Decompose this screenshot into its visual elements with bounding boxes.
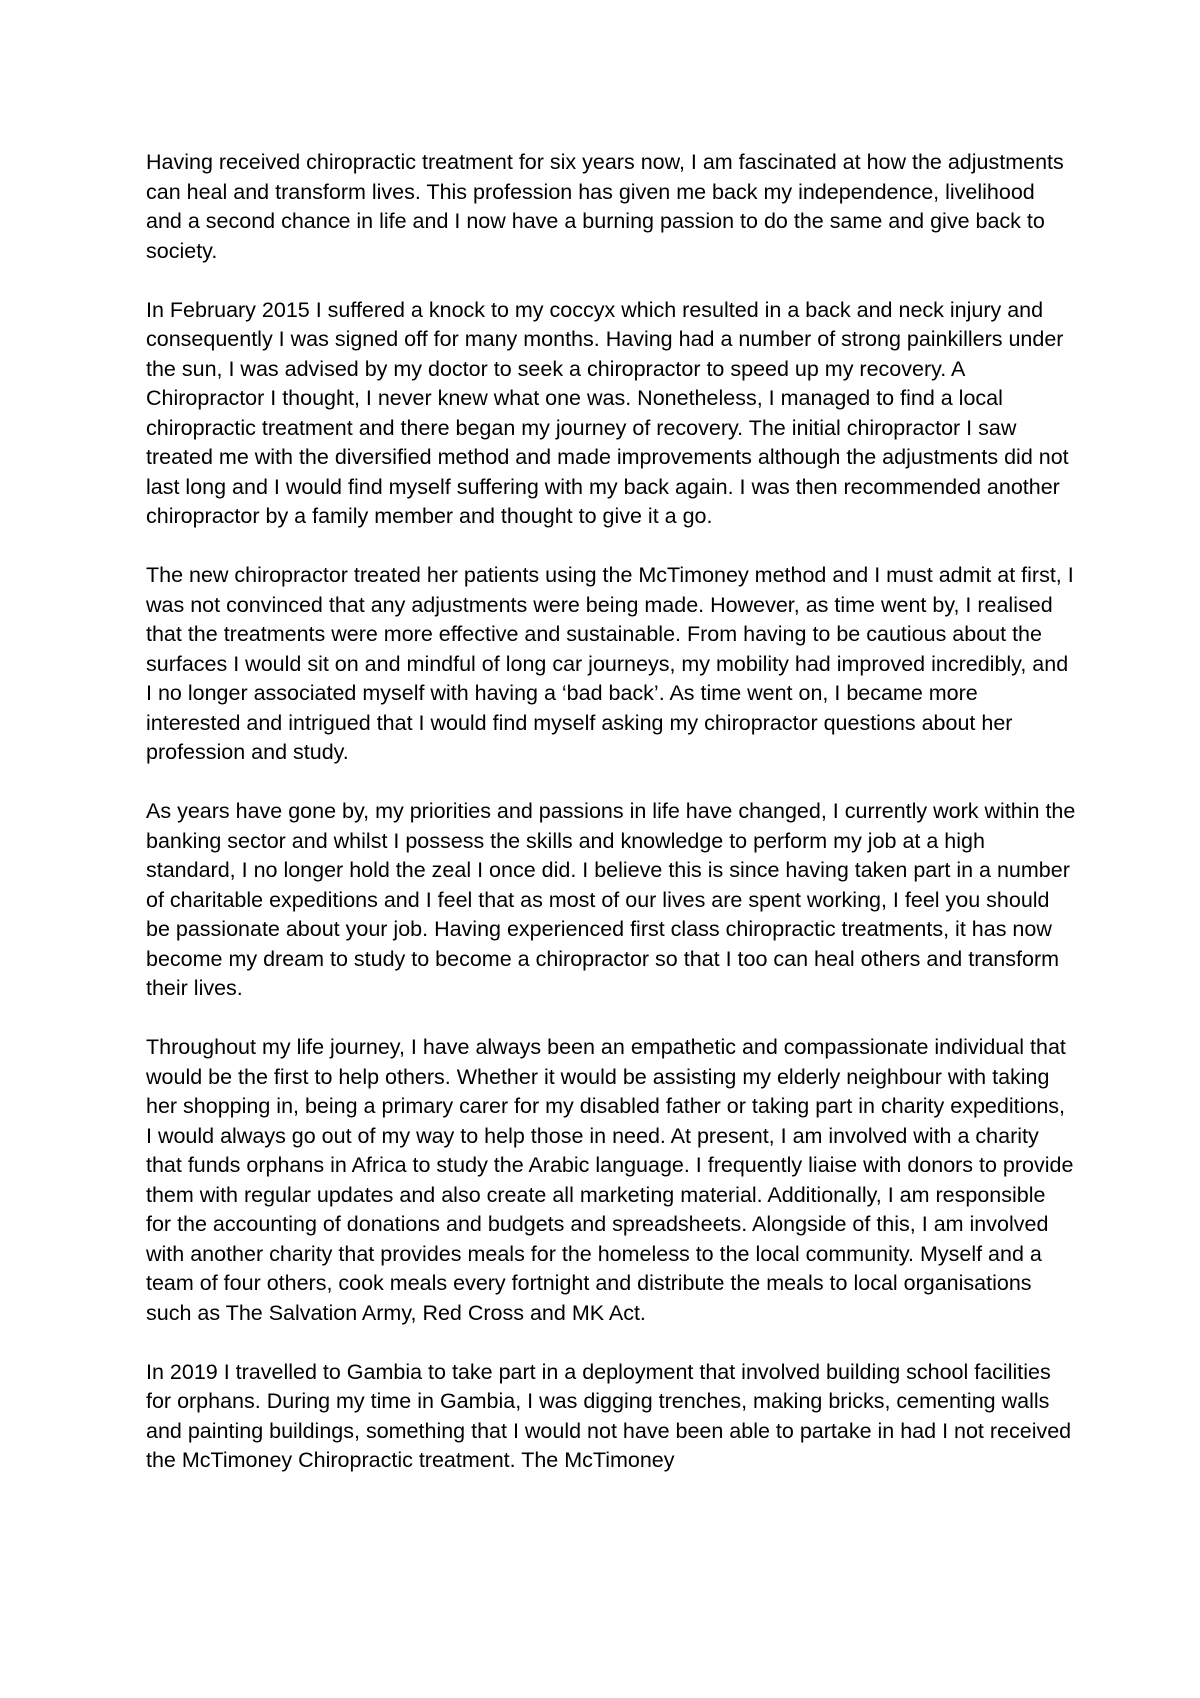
paragraph-career-change: As years have gone by, my priorities and passions in life have changed, I currently work within the banking sector and whilst I possess the skills and knowledge to perform my job at a high standard, I no longer hold the zeal I once did. I believe this is since having taken part in a number of charitable expeditions and I feel that as most of our lives are spent working, I feel you should be passionate about your job. Having experienced first class chiropractic treatments, it has now become my dream to study to become a chiropractor so that I too can heal others and transform their lives. [146,799,1076,1000]
document-body [146,148,1076,1476]
paragraph-charity-work: Throughout my life journey, I have always been an empathetic and compassionate individual that would be the first to help others. Whether it would be assisting my elderly neighbour with taking her shopping in, being a primary carer for my disabled father or taking part in charity expeditions, I would always go out of my way to help those in need. At present, I am involved with a charity that funds orphans in Africa to study the Arabic language. I frequently liaise with donors to provide them with regular updates and also create all marketing material. Additionally, I am responsible for the accounting of donations and budgets and spreadsheets. Alongside of this, I am involved with another charity that provides meals for the homeless to the local community. Myself and a team of four others, cook meals every fortnight and distribute the meals to local organisations such as The Salvation Army, Red Cross and MK Act. [146,1035,1074,1325]
paragraph-gambia-deployment: In 2019 I travelled to Gambia to take part in a deployment that involved building school facilities for orphans. During my time in Gambia, I was digging trenches, making bricks, cementing walls and painting buildings, something that I would not have been able to partake in had I not received the McTimoney Chiropractic treatment. The McTimoney [146,1359,1072,1472]
paragraph-mctimoney-experience: The new chiropractor treated her patients using the McTimoney method and I must admit at first, I was not convinced that any adjustments were being made. However, as time went by, I realised that the treatments were more effective and sustainable. From having to be cautious about the surfaces I would sit on and mindful of long car journeys, my mobility had improved incredibly, and I no longer associated myself with having a ‘bad back’. As time went on, I became more interested and intrigued that I would find myself asking my chiropractor questions about her profession and study. [146,563,1074,764]
paragraph-introduction: Having received chiropractic treatment for six years now, I am fascinated at how the adjustments can heal and transform lives. This profession has given me back my independence, livelihood and a second chance in life and I now have a burning passion to do the same and give back to society. [146,150,1064,263]
paragraph-injury-history: In February 2015 I suffered a knock to my coccyx which resulted in a back and neck injury and consequently I was signed off for many months. Having had a number of strong painkillers under the sun, I was advised by my doctor to seek a chiropractor to speed up my recovery. A Chiropractor I thought, I never knew what one was. Nonetheless, I managed to find a local chiropractic treatment and there began my journey of recovery. The initial chiropractor I saw treated me with the diversified method and made improvements although the adjustments did not last long and I would find myself suffering with my back again. I was then recommended another chiropractor by a family member and thought to give it a go. [146,297,1069,528]
